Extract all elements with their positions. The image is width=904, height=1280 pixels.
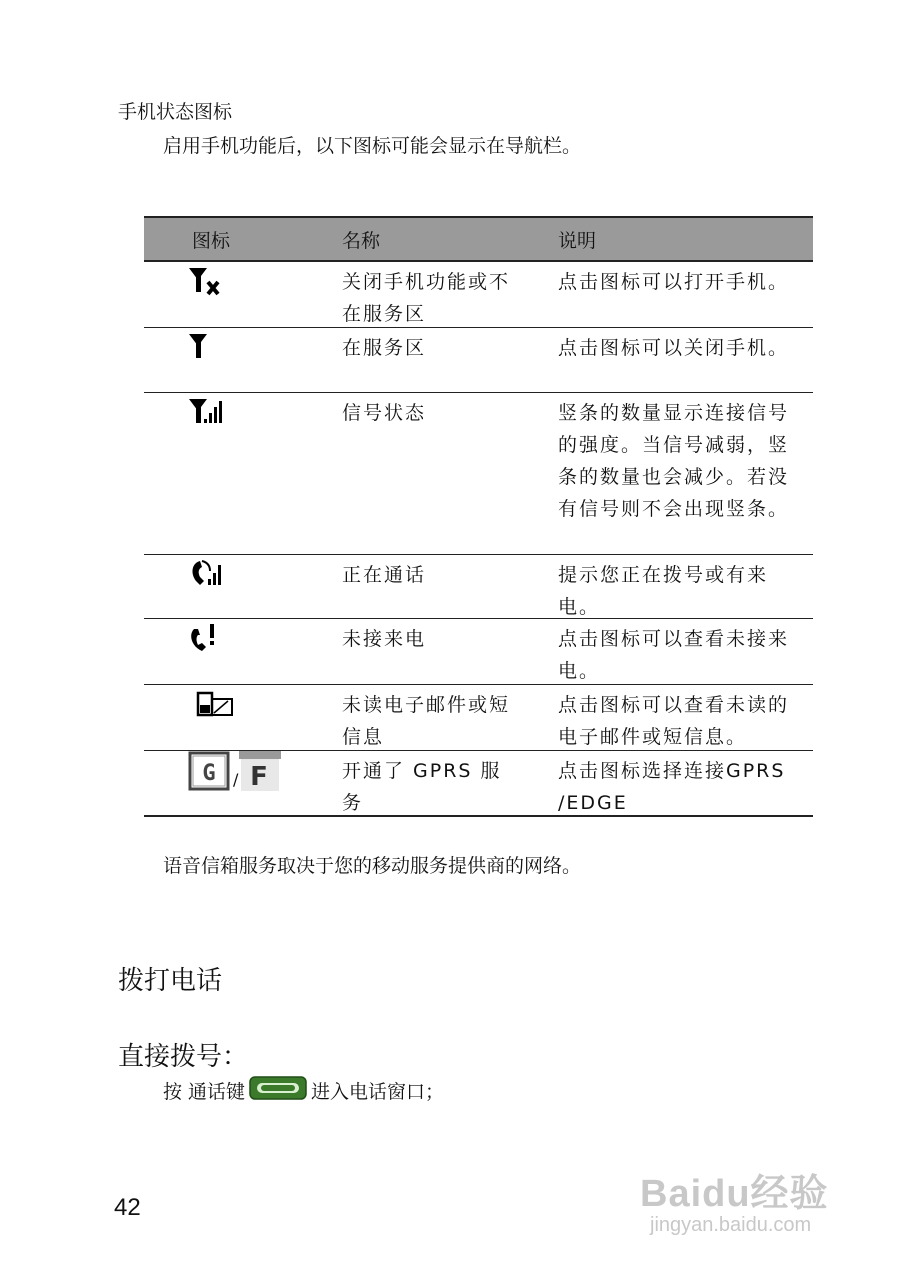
row-name: 信号状态 — [342, 402, 427, 424]
section-heading: 手机状态图标 — [118, 101, 233, 123]
header-name: 名称 — [342, 229, 381, 252]
row-desc: 点击图标可以关闭手机。 — [558, 337, 790, 359]
section-title: 拨打电话 — [118, 966, 223, 996]
intro-text: 启用手机功能后，以下图标可能会显示在导航栏。 — [163, 135, 582, 157]
page-number: 42 — [114, 1194, 141, 1221]
row-name: 正在通话 — [342, 564, 427, 586]
row-desc: 点击图标可以查看未读的电子邮件或短信息。 — [558, 694, 790, 748]
row-name: 未读电子邮件或短信息 — [342, 694, 511, 748]
baidu-watermark — [640, 1140, 850, 1240]
table-row — [144, 393, 813, 555]
row-desc: 竖条的数量显示连接信号的强度。当信号减弱，竖条的数量也会减少。若没有信号则不会出现竖条。 — [558, 402, 790, 520]
call-key-icon — [249, 1076, 307, 1105]
status-icon-table — [144, 216, 813, 817]
antenna-icon — [186, 330, 230, 368]
table-row — [144, 555, 813, 619]
table-row — [144, 685, 813, 751]
row-name: 关闭手机功能或不在服务区 — [342, 271, 511, 325]
subsection-title: 直接拨号： — [118, 1042, 249, 1072]
table-header — [144, 216, 813, 262]
row-desc: 点击图标可以打开手机。 — [558, 271, 790, 293]
step-prefix: 按 通话键 — [163, 1081, 246, 1103]
row-desc: 提示您正在拨号或有来电。 — [558, 564, 769, 618]
row-name: 在服务区 — [342, 337, 427, 359]
svg-text:F: F — [250, 762, 269, 791]
watermark-url: jingyan.baidu.com — [650, 1214, 812, 1236]
call-active-icon — [186, 557, 230, 595]
gprs-edge-icon — [188, 751, 281, 791]
header-desc: 说明 — [558, 229, 597, 252]
step-suffix: 进入电话窗口； — [311, 1081, 445, 1103]
antenna-off-icon — [186, 264, 230, 302]
row-name: 开通了 GPRS 服务 — [342, 760, 502, 814]
signal-strength-icon — [186, 395, 230, 433]
table-row — [144, 328, 813, 393]
table-row — [144, 751, 813, 817]
icon-separator: / — [233, 770, 239, 789]
table-row — [144, 262, 813, 328]
table-row — [144, 619, 813, 685]
missed-call-icon — [186, 621, 230, 659]
row-desc: 点击图标可以查看未接来电。 — [558, 628, 790, 682]
unread-message-icon — [196, 691, 236, 725]
voicemail-note: 语音信箱服务取决于您的移动服务提供商的网络。 — [163, 855, 582, 877]
watermark-logo: Baidu经验 — [640, 1173, 829, 1215]
row-name: 未接来电 — [342, 628, 427, 650]
dial-step — [163, 1076, 444, 1105]
svg-text:G: G — [202, 761, 216, 786]
row-desc: 点击图标选择连接GPRS /EDGE — [558, 760, 786, 814]
header-icon: 图标 — [192, 229, 231, 252]
